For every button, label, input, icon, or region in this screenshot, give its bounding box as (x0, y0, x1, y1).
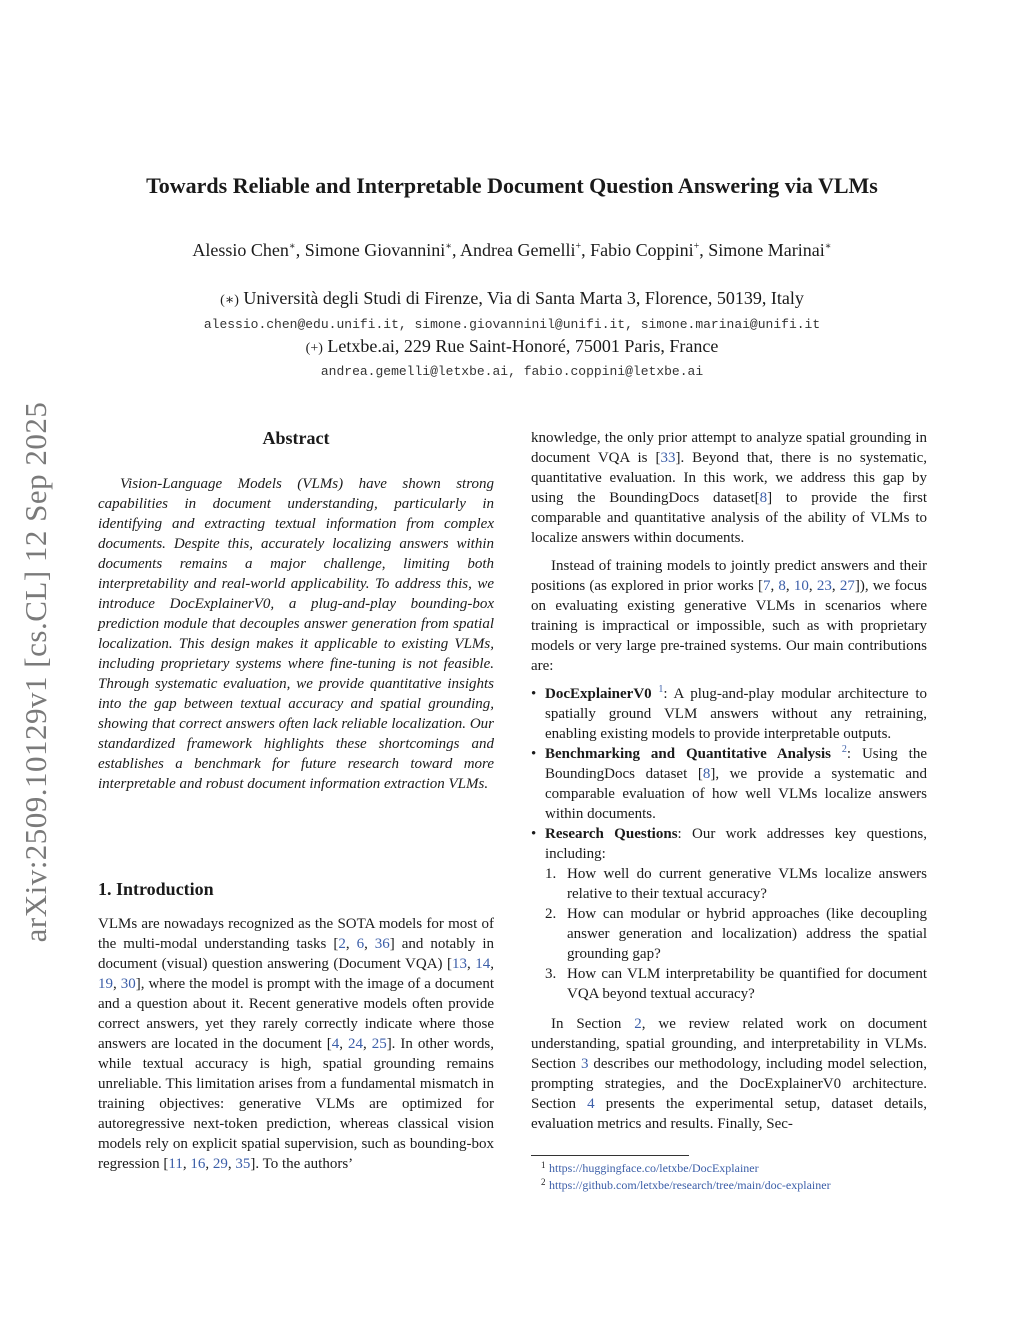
paragraph: Instead of training models to jointly predict answers and their positions (as explored in prior works [7, 8, 10, 23, 27]), we focus on evaluating existing generative VLMs in scenarios where training is impractical or impossible, such as with proprietary models or very large pre-trained systems. Our main contributions are: (531, 558, 927, 674)
list-item: • DocExplainerV0 $^1$: A plug-and-play modular architecture to spatially ground VLM answers without any retraining, enabling existing models to provide interpretable outputs. (531, 684, 927, 744)
citation-link[interactable]: 16 (190, 1156, 206, 1172)
citation-link[interactable]: 13 (452, 956, 468, 972)
citation-link[interactable]: 7 (762, 578, 771, 594)
author-name: Andrea Gemelli (460, 240, 576, 260)
section-link[interactable]: 4 (587, 1096, 595, 1112)
citation-link[interactable]: 27 (839, 578, 855, 594)
right-column (531, 428, 927, 1134)
footnote-url-link[interactable]: https://github.com/letxbe/research/tree/main/doc-explainer (549, 1178, 831, 1192)
footnote-link[interactable]: 2 (841, 744, 847, 755)
paragraph: In Section 2, we review related work on document understanding, spatial grounding, and interpretability in VLMs. Section 3 describes our methodology, including model selection, prompting strategies, and the DocExplainerV0 architecture. Section 4 presents the experimental setup, dataset details, evaluation metrics and results. Finally, Sec- (531, 1016, 927, 1132)
citation-link[interactable]: 14 (475, 956, 491, 972)
contributions-list (531, 684, 927, 1004)
author-name: Simone Marinai (708, 240, 825, 260)
citation-link[interactable]: 4 (331, 1036, 340, 1052)
citation-link[interactable]: 10 (793, 578, 809, 594)
list-item: 2. How can modular or hybrid approaches (like decoupling answer generation and localization) address the spatial grounding gap? (545, 906, 927, 962)
section-link[interactable]: 2 (634, 1016, 642, 1032)
emails-letxbe: andrea.gemelli@letxbe.ai, fabio.coppini@letxbe.ai (320, 364, 704, 379)
citation-link[interactable]: 36 (374, 936, 390, 952)
research-questions-list (545, 864, 927, 1004)
citation-link[interactable]: 24 (347, 1036, 363, 1052)
paragraph: knowledge, the only prior attempt to analyze spatial grounding in document VQA is [33]. Beyond that, there is no systematic, quantitative evaluation. In this work, we address this gap by using the BoundingDocs dataset[8] to provide the first comparable and quantitative analysis of the ability of VLMs to localize answers within documents. (531, 430, 927, 546)
author-name: Alessio Chen (192, 240, 289, 260)
section-link[interactable]: 3 (580, 1056, 589, 1072)
citation-link[interactable]: 29 (212, 1156, 228, 1172)
citation-link[interactable]: 19 (98, 976, 113, 992)
emails-florence: alessio.chen@edu.unifi.it, simone.giovanninil@unifi.it, simone.marinai@unifi.it (203, 317, 821, 332)
paper-title: Towards Reliable and Interpretable Document Question Answering via VLMs (146, 173, 878, 198)
list-item: 3. How can VLM interpretability be quantified for document VQA beyond textual accuracy? (545, 966, 927, 1002)
footnote: 1 https://huggingface.co/letxbe/DocExplainer (541, 1160, 759, 1175)
citation-link[interactable]: 8 (702, 766, 711, 782)
citation-link[interactable]: 11 (168, 1156, 183, 1172)
affiliation-florence: (∗) Università degli Studi di Firenze, Via di Santa Marta 3, Florence, 50139, Italy (220, 288, 804, 308)
citation-link[interactable]: 8 (759, 490, 768, 506)
citation-link[interactable]: 6 (356, 936, 365, 952)
citation-link[interactable]: 23 (816, 578, 832, 594)
introduction-paragraph: VLMs are nowadays recognized as the SOTA models for most of the multi-modal understanding tasks [2, 6, 36] and notably in document (visual) question answering (Document VQA) [13, 14, 19, 30], where the model is prompt with the image of a document and a question about it. Recent generative models often provide correct answers, yet they rarely correctly indicate where those answers are located in the document [4, 24, 25]. In other words, while textual accuracy is high, spatial grounding remains unreliable. This limitation arises from a fundamental mismatch in training objectives: generative VLMs are optimized for autoregressive next-token prediction, whereas classical vision models rely on explicit spatial supervision, such as bounding-box regression [11, 16, 29, 35]. To the authors’ (98, 916, 495, 1172)
citation-link[interactable]: 2 (338, 936, 346, 952)
arxiv-identifier: arXiv:2509.10129v1 [cs.CL] 12 Sep 2025 (18, 401, 53, 943)
citation-link[interactable]: 30 (120, 976, 136, 992)
footnote-link[interactable]: 1 (658, 684, 664, 695)
introduction-heading: 1. Introduction (98, 879, 214, 899)
citation-link[interactable]: 8 (778, 578, 786, 594)
abstract-text: Vision-Language Models (VLMs) have shown strong capabilities in document understanding, particularly in identifying and extracting textual information from complex documents. Despite this, accurately localizing answers within documents remains a major challenge, limiting both interpretability and real-world applicability. To address this, we introduce DocExplainerV0, a plug-and-play bounding-box prediction module that decouples answer generation from spatial localization. This design makes it applicable to existing VLMs, including proprietary systems where fine-tuning is not feasible. Through systematic evaluation, we provide quantitative insights into the gap between textual accuracy and spatial grounding, showing that correct answers often lack reliable localization. Our standardized framework highlights these shortcomings and establishes a benchmark for future research toward more interpretable and robust document information extraction VLMs. (98, 476, 494, 792)
list-item: • Research Questions: Our work addresses key questions, including: 1. How well do current generative VLMs localize answers relative to their textual accuracy? 2. How can modular or hybrid approaches (like decoupling answer generation and localization) address the spatial grounding gap? 3. How can VLM interpretability be quantified for document VQA beyond textual accuracy? (531, 824, 927, 1004)
list-item: 1. How well do current generative VLMs localize answers relative to their textual accuracy? (545, 866, 927, 902)
citation-link[interactable]: 25 (371, 1036, 387, 1052)
list-item: • Benchmarking and Quantitative Analysis $^2$: Using the BoundingDocs dataset [8], we provide a systematic and comparable evaluation of how well VLMs localize answers within documents. (531, 744, 927, 824)
citation-link[interactable]: 33 (660, 450, 676, 466)
footnote-url-link[interactable]: https://huggingface.co/letxbe/DocExplainer (549, 1161, 759, 1175)
footnotes (541, 1160, 831, 1194)
author-name: Fabio Coppini (590, 240, 694, 260)
abstract-heading: Abstract (262, 428, 330, 448)
footnote: 2 https://github.com/letxbe/research/tree/main/doc-explainer (541, 1177, 831, 1192)
footnote-divider (531, 1155, 689, 1156)
citation-link[interactable]: 35 (235, 1156, 251, 1172)
author-list: Alessio Chen∗, Simone Giovannini∗, Andrea Gemelli+, Fabio Coppini+, Simone Marinai∗ (192, 240, 832, 260)
affiliation-letxbe: (+) Letxbe.ai, 229 Rue Saint-Honoré, 75001 Paris, France (305, 336, 719, 356)
author-name: Simone Giovannini (304, 240, 446, 260)
